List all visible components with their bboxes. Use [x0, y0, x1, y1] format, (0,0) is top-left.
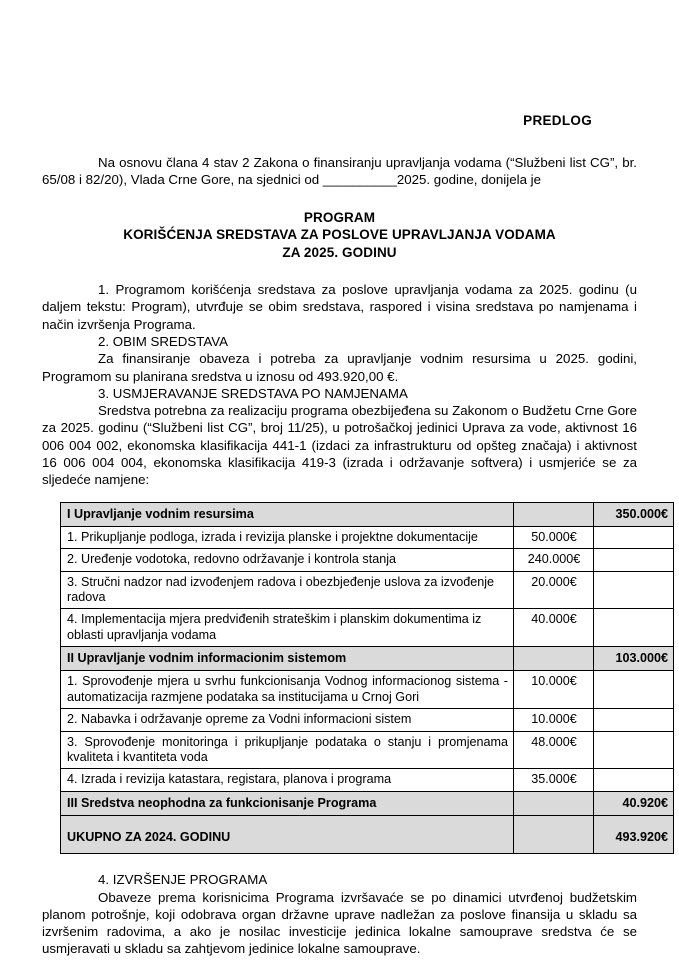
- legal-basis-paragraph: Na osnovu člana 4 stav 2 Zakona o finansiranju upravljanja vodama (“Službeni list CG”, br. 65/08 i 82/20), Vlada Crne Gore, na sjednici od __________2025. godine, donijela je: [42, 155, 637, 188]
- paragraph-3: Sredstva potrebna za realizaciju programa obezbijeđena su Zakonom o Budžetu Crne Gore za 2025. godinu (“Službeni list CG”, broj 11/25), u potrošačkoj jedinici Uprava za vode, aktivnost 16 006 004 002, ekonomska klasifikacija 441-1 (izdaci za infrastrukturu od opšteg značaja) i aktivnost 16 006 004 004, ekonomska klasifikacija 419-3 (izrada i održavanje softvera) i usmjeriće se za sljedeće namjene:: [42, 403, 637, 488]
- budget-row-total: [594, 549, 674, 571]
- predlog-stamp-row: [42, 0, 637, 130]
- budget-row-total: [594, 609, 674, 647]
- budget-row-description: 3. Stručni nadzor nad izvođenjem radova i obezbjeđenje uslova za izvođenje radova: [61, 571, 514, 609]
- predlog-stamp: PREDLOG: [523, 113, 592, 128]
- budget-item-row: [61, 731, 674, 769]
- budget-row-description: 1. Sprovođenje mjera u svrhu funkcionisanja Vodnog informacionog sistema - automatizacija razmjene podataka sa institucijama u Crnoj Gori: [61, 671, 514, 709]
- heading-usmjeravanje-sredstava: 3. USMJERAVANJE SREDSTAVA PO NAMJENAMA: [98, 385, 408, 401]
- document-body: [42, 281, 637, 488]
- budget-item-row: [61, 549, 674, 571]
- title-line-2: KORIŠĆENJA SREDSTAVA ZA POSLOVE UPRAVLJANJA VODAMA: [123, 227, 556, 243]
- budget-row-amount: 40.000€: [514, 609, 594, 647]
- budget-row-total: [594, 671, 674, 709]
- budget-row-total: [594, 731, 674, 769]
- heading-izvrsenje-programa: 4. IZVRŠENJE PROGRAMA: [98, 872, 268, 888]
- budget-section-row: [61, 502, 674, 526]
- budget-row-amount: 10.000€: [514, 671, 594, 709]
- budget-table: [60, 502, 674, 855]
- budget-row-total: 493.920€: [594, 815, 674, 853]
- budget-item-row: [61, 571, 674, 609]
- budget-row-amount: 240.000€: [514, 549, 594, 571]
- budget-row-description: 4. Izrada i revizija katastara, registara, planova i programa: [61, 769, 514, 791]
- heading-obim-sredstava: 2. OBIM SREDSTAVA: [98, 334, 229, 350]
- budget-row-total: 350.000€: [594, 502, 674, 526]
- budget-row-description: 2. Nabavka i održavanje opreme za Vodni informacioni sistem: [61, 709, 514, 731]
- budget-section-row: [61, 647, 674, 671]
- budget-row-description: III Sredstva neophodna za funkcionisanje Programa: [61, 791, 514, 815]
- paragraph-4: Obaveze prema korisnicima Programa izvršavaće se po dinamici utvrđenoj budžetskim planom potrošnje, koji odobrava organ državne uprave nadležan za poslove finansija u skladu sa izvršenim radovima, a ako je nosilac investicije jedinica lokalne samouprave sredstva će se usmjeravati u skladu sa zahtjevom jedinice lokalne samouprave.: [42, 889, 637, 957]
- budget-row-total: [594, 526, 674, 548]
- budget-row-amount: [514, 647, 594, 671]
- budget-table-body: [61, 502, 674, 854]
- budget-item-row: [61, 709, 674, 731]
- budget-row-description: II Upravljanje vodnim informacionim sistemom: [61, 647, 514, 671]
- budget-row-amount: 35.000€: [514, 769, 594, 791]
- title-line-3: ZA 2025. GODINU: [282, 244, 397, 260]
- budget-row-amount: 20.000€: [514, 571, 594, 609]
- document-closing: [42, 871, 637, 957]
- budget-row-description: 2. Uređenje vodotoka, redovno održavanje i kontrola stanja: [61, 549, 514, 571]
- budget-row-description: UKUPNO ZA 2024. GODINU: [61, 815, 514, 853]
- budget-item-row: [61, 769, 674, 791]
- budget-item-row: [61, 671, 674, 709]
- budget-row-total: [594, 571, 674, 609]
- budget-item-row: [61, 526, 674, 548]
- budget-row-amount: [514, 502, 594, 526]
- budget-row-total: 40.920€: [594, 791, 674, 815]
- budget-row-amount: 10.000€: [514, 709, 594, 731]
- budget-row-amount: 50.000€: [514, 526, 594, 548]
- budget-item-row: [61, 609, 674, 647]
- budget-row-description: 3. Sprovođenje monitoringa i prikupljanje podataka o stanju i promjenama kvaliteta i kvantiteta voda: [61, 731, 514, 769]
- document-title-block: [42, 209, 637, 262]
- budget-row-total: [594, 769, 674, 791]
- budget-row-amount: [514, 791, 594, 815]
- paragraph-2: Za finansiranje obaveza i potreba za upravljanje vodnim resursima u 2025. godini, Programom su planirana sredstva u iznosu od 493.920,00 €.: [42, 351, 637, 384]
- budget-row-description: 4. Implementacija mjera predviđenih strateškim i planskim dokumentima iz oblasti upravljanja vodama: [61, 609, 514, 647]
- paragraph-1: 1. Programom korišćenja sredstava za poslove upravljanja vodama za 2025. godinu (u daljem tekstu: Program), utvrđuje se obim sredstava, raspored i visina sredstava po namjenama i način izvršenja Programa.: [42, 282, 637, 332]
- budget-section-row: [61, 791, 674, 815]
- budget-row-description: 1. Prikupljanje podloga, izrada i revizija planske i projektne dokumentacije: [61, 526, 514, 548]
- budget-row-amount: [514, 815, 594, 853]
- title-line-1: PROGRAM: [303, 209, 376, 225]
- budget-row-amount: 48.000€: [514, 731, 594, 769]
- budget-table-container: [42, 502, 668, 855]
- budget-row-total: [594, 709, 674, 731]
- budget-row-total: 103.000€: [594, 647, 674, 671]
- budget-total-row: [61, 815, 674, 853]
- budget-row-description: I Upravljanje vodnim resursima: [61, 502, 514, 526]
